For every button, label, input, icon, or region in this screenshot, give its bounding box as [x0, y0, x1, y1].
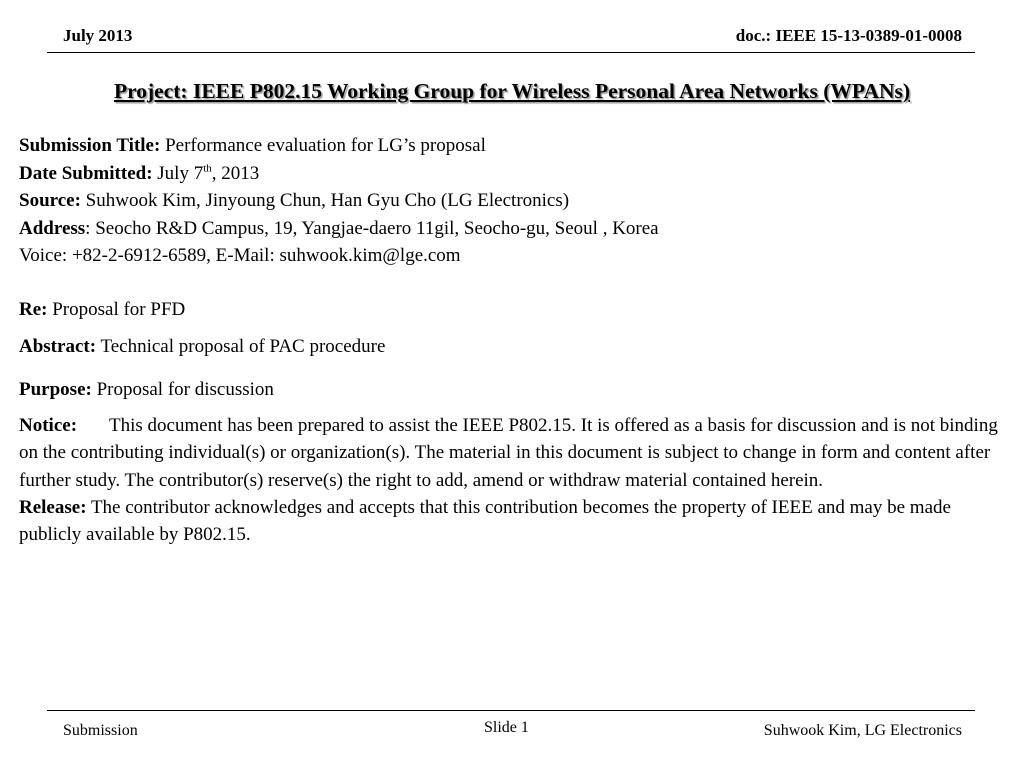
address-label: Address: [19, 217, 86, 239]
footer-submission: Submission: [63, 722, 138, 739]
project-title: Project: IEEE P802.15 Working Group for Wireless Personal Area Networks (WPANs): [113, 79, 911, 103]
date-submitted-line: [19, 160, 1009, 188]
source-line: [19, 187, 1009, 215]
re-label: Re:: [19, 299, 48, 320]
source-label: Source:: [19, 190, 81, 211]
release-text: The contributor acknowledges and accepts that this contribution becomes the property of IEEE and may be made publicly available by P802.15.: [19, 496, 951, 546]
re-line: [19, 296, 1009, 324]
purpose-line: [19, 376, 1009, 404]
purpose-label: Purpose:: [19, 379, 92, 400]
address-value: : Seocho R&D Campus, 19, Yangjae-daero 11gil, Seocho-gu, Seoul , Korea: [85, 217, 659, 239]
notice-label: Notice:: [19, 415, 78, 436]
address-line: [19, 215, 1009, 243]
date-submitted-year: , 2013: [211, 162, 260, 184]
date-submitted-value: July 7: [152, 162, 204, 184]
header-date: July 2013: [63, 26, 133, 45]
re-value: Proposal for PFD: [47, 299, 186, 320]
notice-paragraph: [19, 412, 1009, 494]
submission-title-line: [19, 132, 1009, 160]
abstract-label: Abstract:: [19, 336, 97, 357]
voice-line: Voice: +82-2-6912-6589, E-Mail: suhwook.kim@lge.com: [19, 245, 461, 266]
submission-title-label: Submission Title:: [19, 135, 161, 156]
abstract-value: Technical proposal of PAC procedure: [96, 336, 386, 357]
abstract-line: [19, 333, 1009, 361]
submission-title-value: Performance evaluation for LG’s proposal: [160, 135, 486, 156]
footer-author: Suhwook Kim, LG Electronics: [763, 722, 962, 739]
date-submitted-label: Date Submitted:: [19, 162, 153, 184]
notice-release-block: [19, 412, 1009, 548]
purpose-value: Proposal for discussion: [91, 379, 274, 400]
header-divider: [47, 52, 975, 53]
submission-details: [19, 132, 1009, 270]
release-label: Release:: [19, 496, 87, 518]
header-doc-id: doc.: IEEE 15-13-0389-01-0008: [735, 26, 962, 45]
date-submitted-ordinal: th: [203, 162, 212, 175]
notice-text: This document has been prepared to assist the IEEE P802.15. It is offered as a basis for discussion and is not binding on the contributing individual(s) or organization(s). The material in this document is subject to change in form and content after further study. The contributor(s) reserve(s) the right to add, amend or withdraw material contained herein.: [19, 415, 998, 491]
footer-slide-number: Slide 1: [484, 719, 529, 736]
source-value: Suhwook Kim, Jinyoung Chun, Han Gyu Cho (LG Electronics): [80, 190, 570, 211]
footer-divider: [47, 710, 975, 711]
release-paragraph: [19, 494, 1009, 549]
